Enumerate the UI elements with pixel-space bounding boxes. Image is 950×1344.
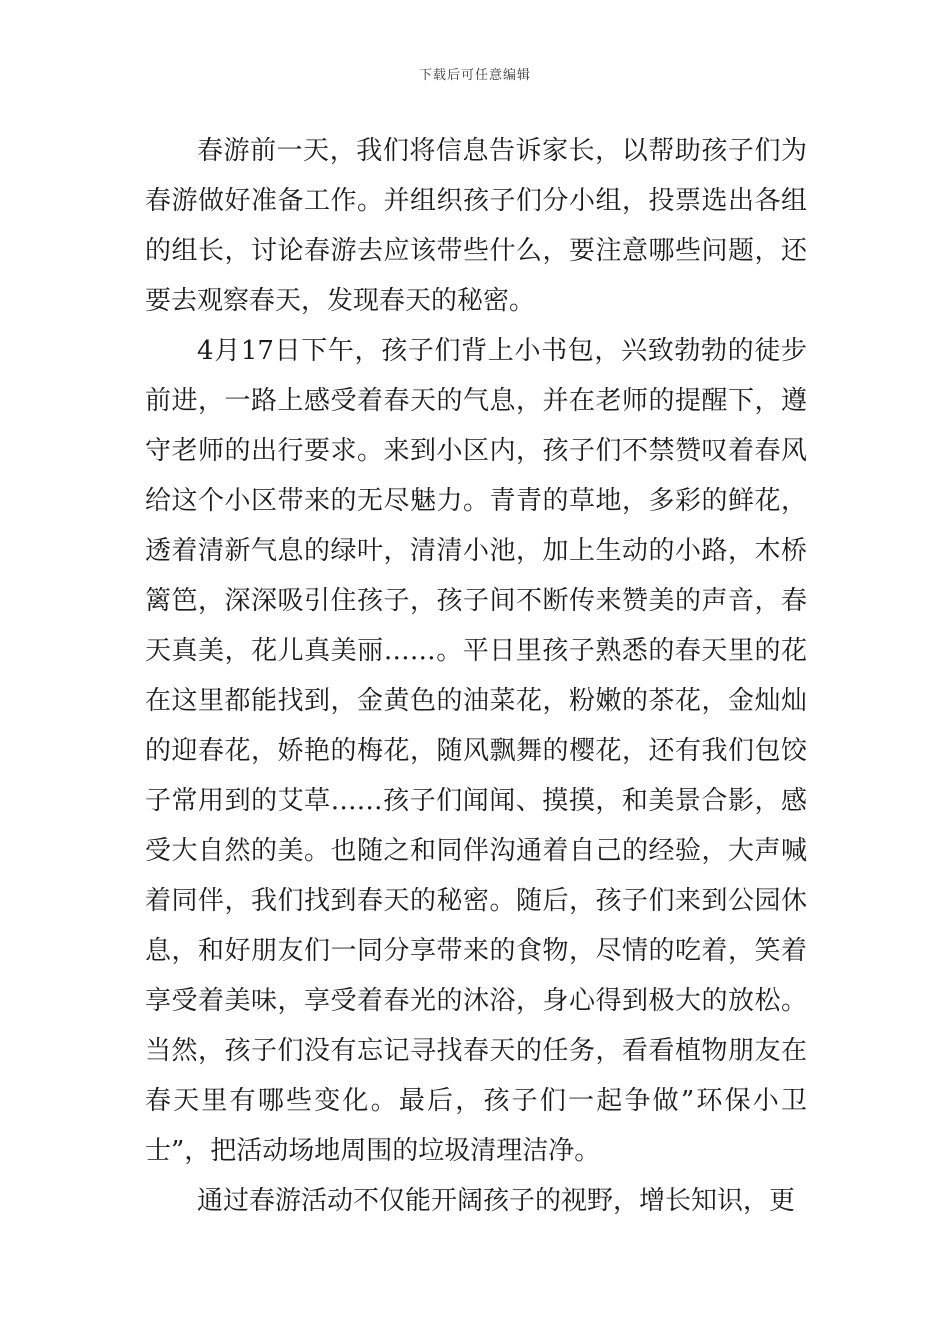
document-body — [145, 126, 807, 1226]
paragraph-spring-outing-benefits: 通过春游活动不仅能开阔孩子的视野，增长知识，更 — [197, 1186, 796, 1216]
page-header-note: 下载后可任意编辑 — [418, 68, 531, 83]
paragraph-spring-outing-activity: 4月17日下午，孩子们背上小书包，兴致勃勃的徒步前进，一路上感受着春天的气息，并在老师的提醒下，遵守老师的出行要求。来到小区内，孩子们不禁赞叹着春风给这个小区带来的无尽魅力。青青的草地，多彩的鲜花，透着清新气息的绿叶，清清小池，加上生动的小路，木桥篱笆，深深吸引住孩子，孩子间不断传来赞美的声音，春天真美，花儿真美丽……。平日里孩子熟悉的春天里的花在这里都能找到，金黄色的油菜花，粉嫩的茶花，金灿灿的迎春花，娇艳的梅花，随风飘舞的樱花，还有我们包饺子常用到的艾草……孩子们闻闻、摸摸，和美景合影，感受大自然的美。也随之和同伴沟通着自己的经验，大声喊着同伴，我们找到春天的秘密。随后，孩子们来到公园休息，和好朋友们一同分享带来的食物，尽情的吃着，笑着享受着美味，享受着春光的沐浴，身心得到极大的放松。当然，孩子们没有忘记寻找春天的任务，看看植物朋友在春天里有哪些变化。最后，孩子们一起争做”环保小卫士”，把活动场地周围的垃圾清理洁净。 — [145, 336, 807, 1166]
paragraph-spring-outing-preparation: 春游前一天，我们将信息告诉家长，以帮助孩子们为春游做好准备工作。并组织孩子们分小组，投票选出各组的组长，讨论春游去应该带些什么，要注意哪些问题，还要去观察春天，发现春天的秘密。 — [145, 136, 807, 316]
